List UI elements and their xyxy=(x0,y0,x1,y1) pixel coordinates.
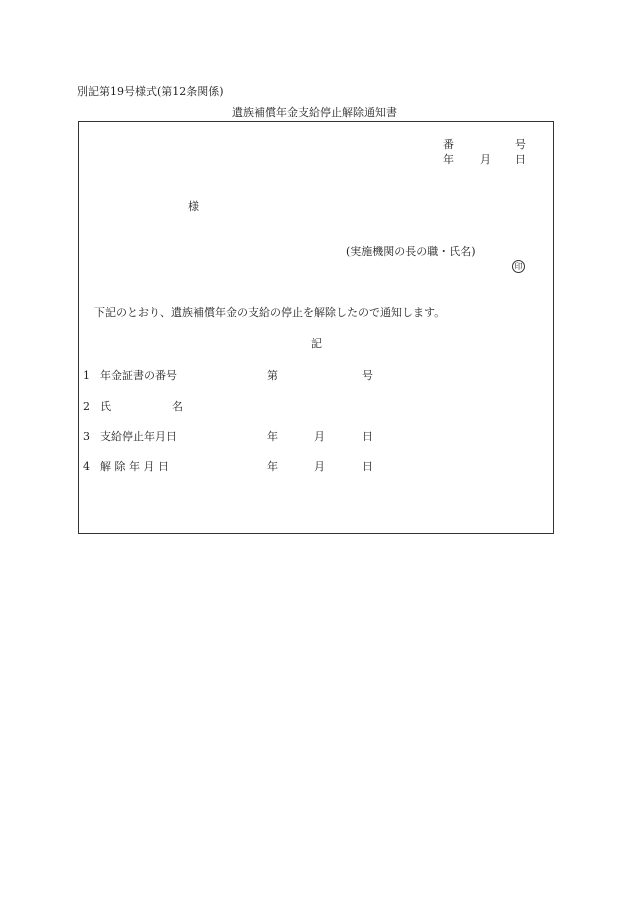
item-1-label: 年金証書の番号 xyxy=(100,369,177,382)
item-3-year: 年 xyxy=(267,430,278,443)
item-4-label: 解 除 年 月 日 xyxy=(100,460,169,473)
document-title: 遺族補償年金支給停止解除通知書 xyxy=(232,106,397,119)
item-3-label: 支給停止年月日 xyxy=(100,430,177,443)
item-2-label-mei: 名 xyxy=(172,400,183,413)
issuer-title: (実施機関の長の職・氏名) xyxy=(346,245,476,258)
item-3-day: 日 xyxy=(362,430,373,443)
item-4-day: 日 xyxy=(362,460,373,473)
addressee-honorific: 様 xyxy=(188,200,199,213)
ki-heading: 記 xyxy=(311,337,322,350)
item-4-number: 4 xyxy=(83,460,90,473)
item-4-year: 年 xyxy=(267,460,278,473)
item-2-number: 2 xyxy=(83,400,90,413)
form-reference: 別記第19号様式(第12条関係) xyxy=(77,85,224,98)
number-label-ban: 番 xyxy=(443,138,454,151)
item-1-number: 1 xyxy=(83,369,90,382)
item-3-number: 3 xyxy=(83,430,90,443)
item-2-label-shi: 氏 xyxy=(100,400,111,413)
date-month-label: 月 xyxy=(480,153,491,166)
item-1-dai: 第 xyxy=(267,369,278,382)
number-label-go: 号 xyxy=(515,138,526,151)
item-4-month: 月 xyxy=(314,460,325,473)
date-day-label: 日 xyxy=(515,153,526,166)
seal-mark: 印 xyxy=(512,260,525,273)
notice-text: 下記のとおり、遺族補償年金の支給の停止を解除したので通知します。 xyxy=(94,306,446,319)
item-3-month: 月 xyxy=(314,430,325,443)
date-year-label: 年 xyxy=(443,153,454,166)
item-1-go: 号 xyxy=(362,369,373,382)
